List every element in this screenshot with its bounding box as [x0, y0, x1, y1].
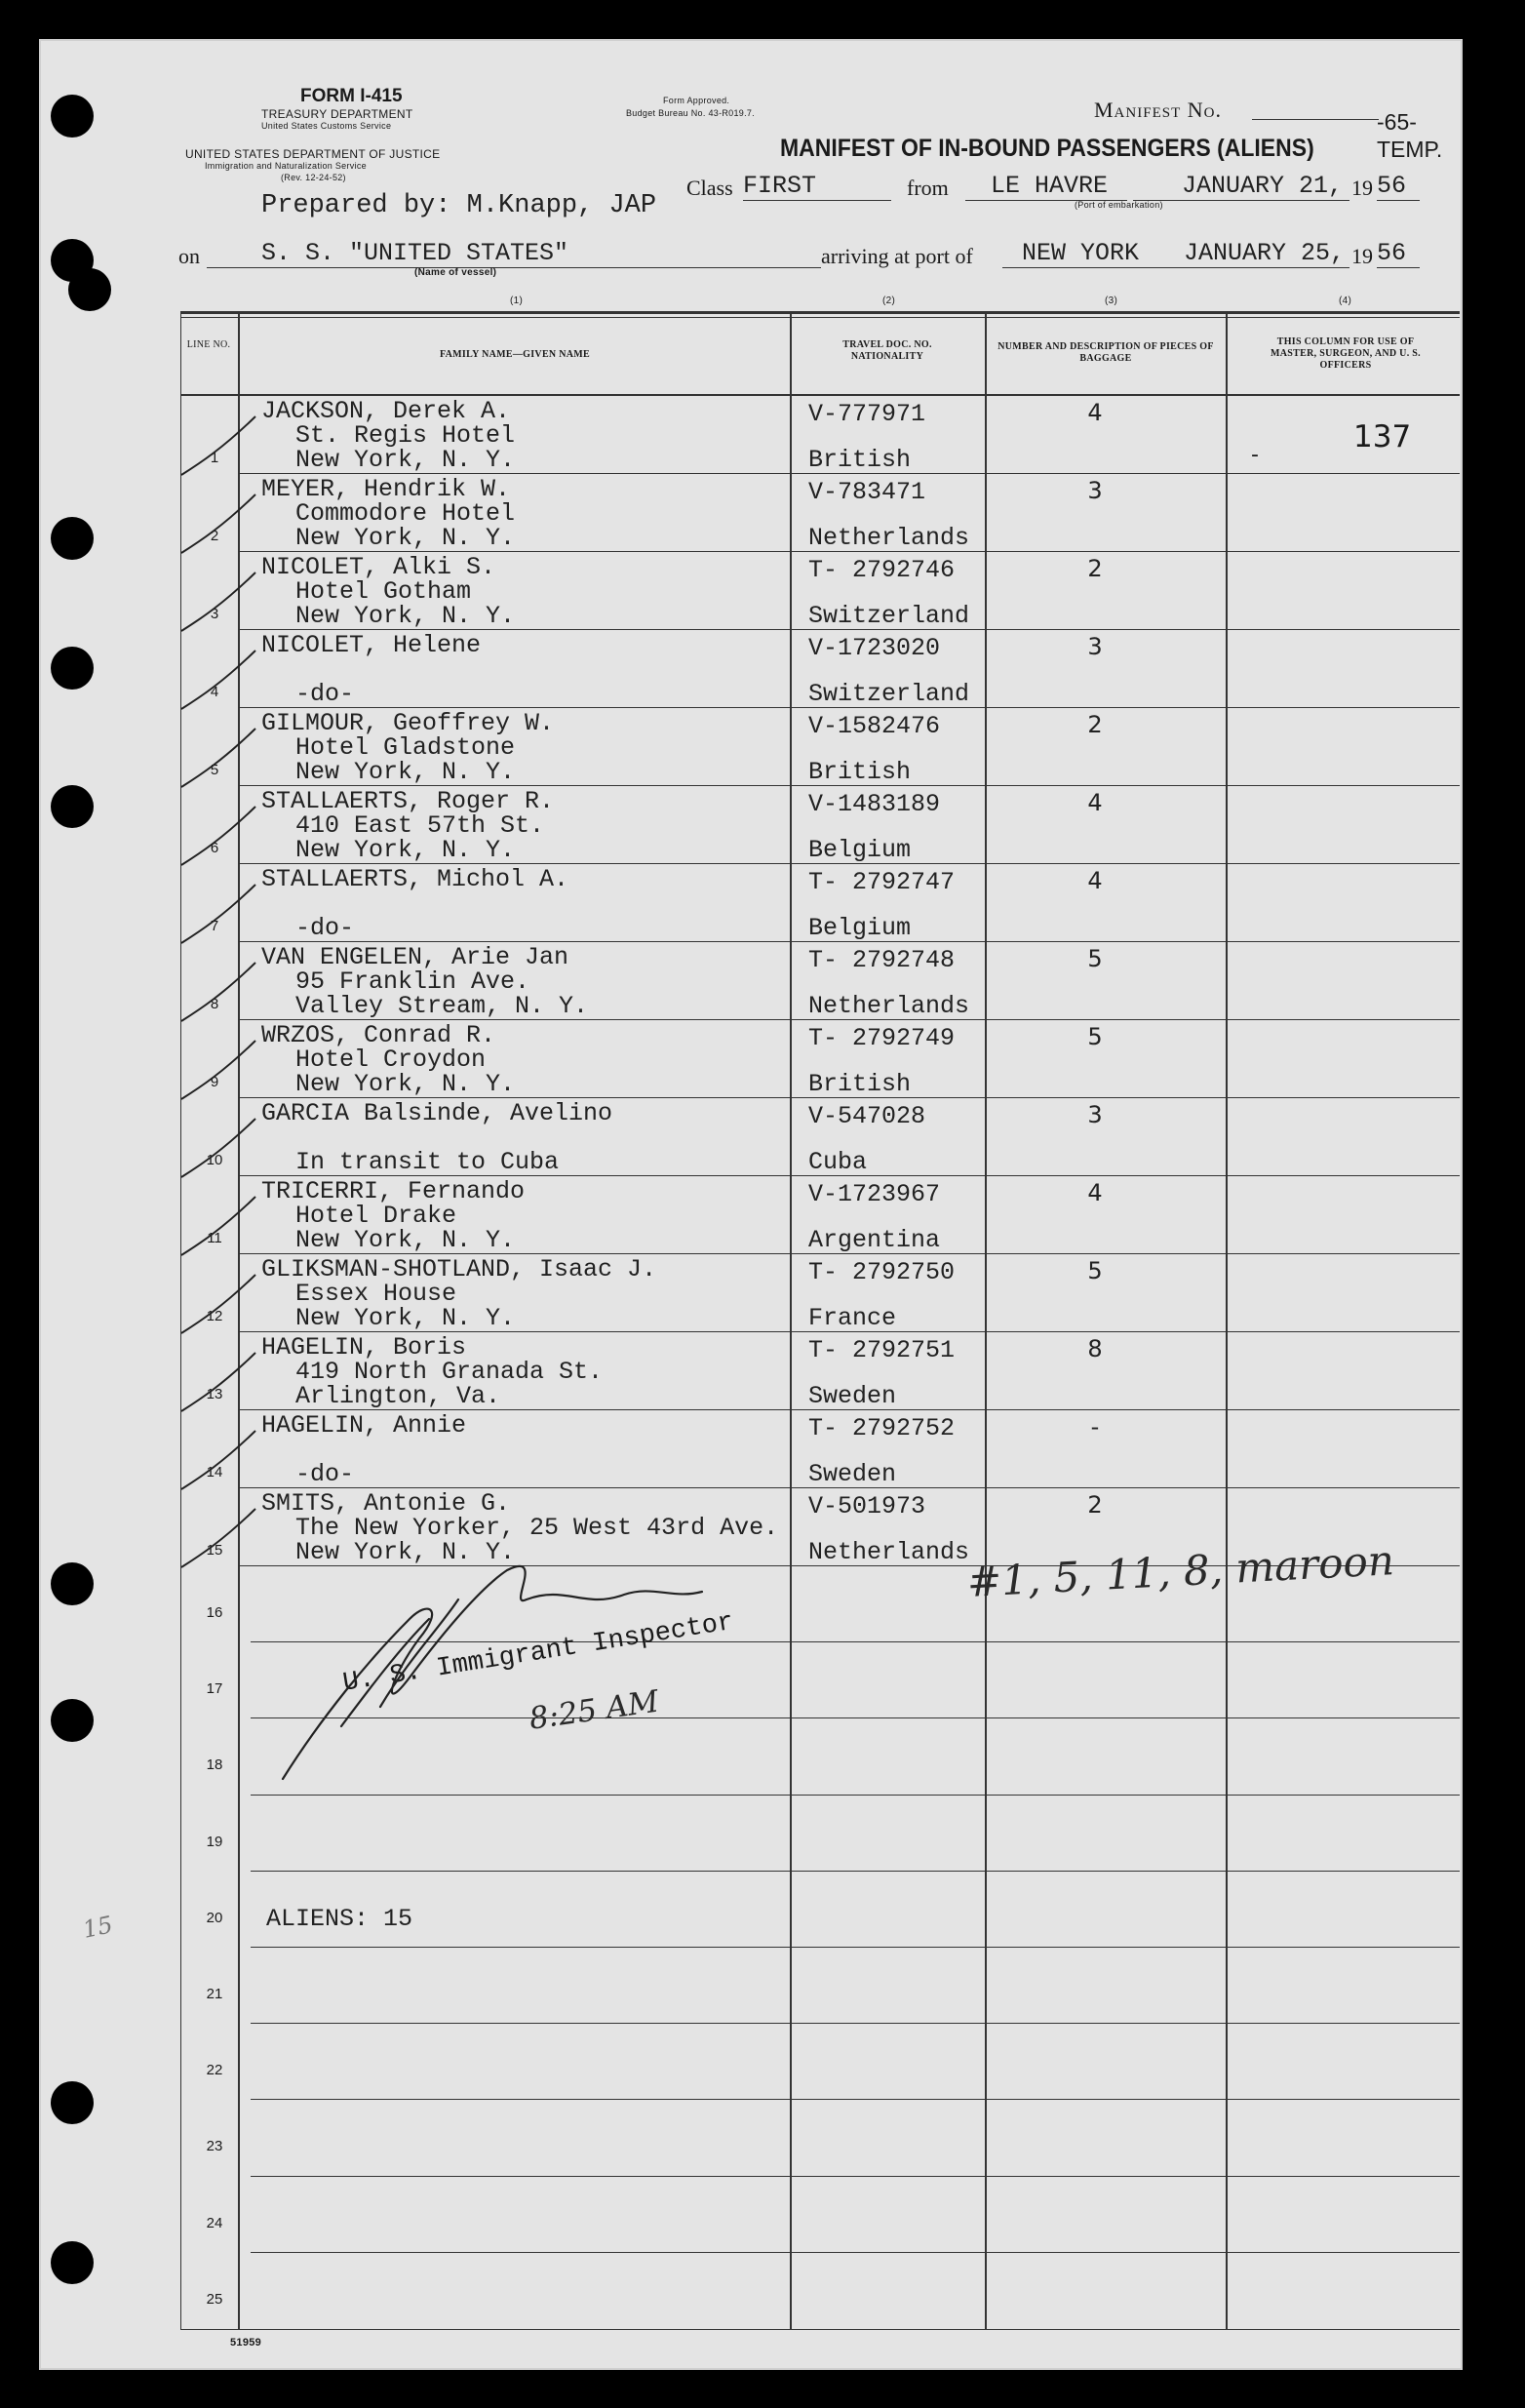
nationality: Netherlands: [808, 524, 970, 552]
passenger-address: Hotel Gladstone: [295, 733, 516, 762]
aliens-total: ALIENS: 15: [266, 1905, 413, 1933]
line-number: 11: [207, 1230, 222, 1246]
travel-doc-number: T- 2792751: [808, 1336, 956, 1364]
passenger-address: Commodore Hotel: [295, 499, 516, 528]
nationality: Belgium: [808, 836, 912, 864]
travel-doc-number: T- 2792747: [808, 868, 956, 896]
punch-hole: [51, 517, 94, 560]
vessel-caption: (Name of vessel): [414, 267, 497, 278]
prepared-by: Prepared by: M.Knapp, JAP: [261, 191, 657, 220]
column-number-2: (2): [882, 296, 896, 306]
officer-dash: -: [1251, 443, 1259, 467]
nationality: British: [808, 758, 912, 786]
nationality: British: [808, 446, 912, 474]
manifest-no-blank: [1252, 94, 1379, 120]
officer-number: 137: [1353, 419, 1412, 454]
baggage-count: 2: [1087, 1491, 1103, 1519]
ins-service: Immigration and Naturalization Service: [205, 161, 367, 171]
passenger-city: In transit to Cuba: [295, 1148, 560, 1176]
travel-doc-number: T- 2792750: [808, 1258, 956, 1286]
line-number: 2: [210, 528, 219, 544]
passenger-city: Valley Stream, N. Y.: [295, 992, 589, 1020]
punch-hole: [51, 1562, 94, 1605]
customs-service: United States Customs Service: [261, 121, 392, 131]
nationality: Argentina: [808, 1226, 941, 1254]
travel-doc-number: V-783471: [808, 478, 926, 506]
line-number: 8: [210, 996, 219, 1012]
treasury-dept: TREASURY DEPARTMENT: [261, 107, 413, 121]
nationality: Switzerland: [808, 680, 970, 708]
passenger-address: 419 North Granada St.: [295, 1358, 604, 1386]
line-number: 13: [206, 1386, 223, 1402]
passenger-city: New York, N. Y.: [295, 602, 516, 630]
line-no-header: LINE NO.: [186, 339, 231, 350]
passenger-name: NICOLET, Helene: [261, 631, 482, 659]
passenger-city: New York, N. Y.: [295, 524, 516, 552]
line-number: 12: [206, 1308, 223, 1324]
passenger-address: 95 Franklin Ave.: [295, 967, 530, 996]
inspector-stamp: U. S. Immigrant Inspector: [340, 1607, 736, 1699]
line-number: 21: [206, 1986, 223, 2002]
line-number: 16: [206, 1604, 223, 1621]
baggage-count: 2: [1087, 555, 1103, 582]
baggage-count: 3: [1087, 477, 1103, 504]
passenger-city: Arlington, Va.: [295, 1382, 501, 1410]
passenger-address: St. Regis Hotel: [295, 421, 516, 450]
passenger-city: New York, N. Y.: [295, 1304, 516, 1332]
depart-date: JANUARY 21,: [1133, 172, 1349, 201]
form-number: FORM I-415: [300, 86, 403, 106]
passenger-name: STALLAERTS, Michol A.: [261, 865, 569, 893]
budget-bureau: Budget Bureau No. 43-R019.7.: [626, 108, 755, 118]
passenger-name: GARCIA Balsinde, Avelino: [261, 1099, 613, 1127]
passenger-address: Hotel Drake: [295, 1202, 457, 1230]
line-number: 24: [206, 2214, 223, 2231]
passenger-name: GILMOUR, Geoffrey W.: [261, 709, 555, 737]
punch-hole: [51, 95, 94, 138]
temp-mark: TEMP.: [1377, 137, 1443, 162]
line-number: 1: [210, 450, 219, 466]
passenger-address: The New Yorker, 25 West 43rd Ave.: [295, 1514, 779, 1542]
travel-doc-number: V-1723020: [808, 634, 941, 662]
margin-mark: 15: [80, 1911, 116, 1944]
passenger-city: -do-: [295, 1460, 355, 1488]
passenger-city: -do-: [295, 680, 355, 708]
punch-hole: [68, 268, 111, 311]
passenger-address: 410 East 57th St.: [295, 811, 545, 840]
manifest-title: MANIFEST OF IN-BOUND PASSENGERS (ALIENS): [780, 135, 1314, 162]
line-number: 20: [206, 1909, 223, 1926]
passenger-name: JACKSON, Derek A.: [261, 397, 511, 425]
column-number-3: (3): [1105, 296, 1118, 306]
baggage-count: 5: [1087, 945, 1103, 972]
class-value: FIRST: [743, 172, 891, 201]
nationality: Cuba: [808, 1148, 868, 1176]
passenger-city: New York, N. Y.: [295, 446, 516, 474]
manifest-no-value: -65-: [1377, 109, 1417, 135]
arrival-date: JANUARY 25,: [1158, 239, 1349, 268]
line-number: 18: [206, 1757, 223, 1774]
baggage-count: 3: [1087, 1101, 1103, 1128]
travel-doc-number: T- 2792748: [808, 946, 956, 974]
on-label: on: [178, 244, 200, 268]
class-label: Class: [686, 176, 733, 200]
port-caption: (Port of embarkation): [1075, 200, 1163, 210]
travel-doc-number: T- 2792749: [808, 1024, 956, 1052]
passenger-name: NICOLET, Alki S.: [261, 553, 496, 581]
inspector-time: 8:25 AM: [527, 1683, 661, 1737]
line-number: 7: [210, 918, 219, 934]
travel-doc-number: T- 2792746: [808, 556, 956, 584]
passenger-city: New York, N. Y.: [295, 758, 516, 786]
justice-dept: UNITED STATES DEPARTMENT OF JUSTICE: [185, 147, 441, 161]
vessel-name: S. S. "UNITED STATES": [207, 239, 821, 268]
baggage-count: 5: [1087, 1023, 1103, 1050]
travel-doc-number: V-547028: [808, 1102, 926, 1130]
passenger-city: New York, N. Y.: [295, 1070, 516, 1098]
passenger-name: TRICERRI, Fernando: [261, 1177, 526, 1205]
baggage-count: 4: [1087, 789, 1103, 816]
depart-year-prefix: 19: [1351, 176, 1373, 200]
baggage-header: NUMBER AND DESCRIPTION OF PIECES OF BAGGAGE: [997, 341, 1214, 364]
line-number: 25: [206, 2290, 223, 2308]
line-number: 22: [206, 2062, 223, 2079]
nationality: Switzerland: [808, 602, 970, 630]
passenger-name: HAGELIN, Annie: [261, 1411, 467, 1440]
revision: (Rev. 12-24-52): [281, 173, 346, 182]
passenger-name: MEYER, Hendrik W.: [261, 475, 511, 503]
punch-hole: [51, 2081, 94, 2124]
baggage-count: 4: [1087, 1179, 1103, 1206]
passenger-name: STALLAERTS, Roger R.: [261, 787, 555, 815]
form-approved: Form Approved.: [663, 96, 730, 105]
baggage-count: 5: [1087, 1257, 1103, 1284]
nationality: France: [808, 1304, 897, 1332]
column-number-4: (4): [1339, 296, 1352, 306]
nationality: British: [808, 1070, 912, 1098]
passenger-address: Hotel Gotham: [295, 577, 472, 606]
depart-year: 56: [1377, 172, 1420, 201]
arriving-label: arriving at port of: [821, 244, 973, 268]
line-number: 23: [206, 2138, 223, 2155]
travel-doc-number: V-1582476: [808, 712, 941, 740]
line-number: 15: [206, 1542, 223, 1559]
nationality: Sweden: [808, 1460, 897, 1488]
line-number: 6: [210, 840, 219, 856]
nationality: Netherlands: [808, 1538, 970, 1566]
punch-hole: [51, 785, 94, 828]
column-number-1: (1): [510, 296, 524, 306]
line-number: 10: [206, 1152, 223, 1168]
passenger-name: HAGELIN, Boris: [261, 1333, 467, 1362]
passenger-address: Essex House: [295, 1280, 457, 1308]
line-number: 5: [210, 762, 219, 778]
passenger-city: New York, N. Y.: [295, 1226, 516, 1254]
name-header: FAMILY NAME—GIVEN NAME: [439, 349, 590, 360]
travel-doc-number: V-777971: [808, 400, 926, 428]
footer-code: 51959: [230, 2337, 262, 2349]
passenger-name: WRZOS, Conrad R.: [261, 1021, 496, 1049]
baggage-count: -: [1090, 1413, 1100, 1441]
travel-doc-header: TRAVEL DOC. NO. NATIONALITY: [842, 339, 932, 362]
passenger-city: New York, N. Y.: [295, 1538, 516, 1566]
line-number: 4: [210, 684, 219, 700]
line-number: 3: [210, 606, 219, 622]
passenger-name: SMITS, Antonie G.: [261, 1489, 511, 1518]
baggage-count: 3: [1087, 633, 1103, 660]
baggage-count: 8: [1087, 1335, 1103, 1362]
travel-doc-number: V-501973: [808, 1492, 926, 1520]
nationality: Sweden: [808, 1382, 897, 1410]
line-number: 19: [206, 1833, 223, 1850]
arrival-year: 56: [1377, 239, 1420, 268]
arrival-year-prefix: 19: [1351, 244, 1373, 268]
from-port: LE HAVRE: [965, 172, 1127, 201]
handwritten-note: #1, 5, 11, 8, maroon: [965, 1536, 1395, 1606]
travel-doc-number: V-1723967: [808, 1180, 941, 1208]
line-number: 14: [206, 1464, 223, 1480]
nationality: Netherlands: [808, 992, 970, 1020]
passenger-city: -do-: [295, 914, 355, 942]
manifest-sheet: [39, 39, 1463, 2370]
punch-hole: [51, 2241, 94, 2284]
line-number: 17: [206, 1680, 223, 1698]
travel-doc-number: T- 2792752: [808, 1414, 956, 1442]
from-label: from: [907, 176, 949, 200]
travel-doc-number: V-1483189: [808, 790, 941, 818]
arrival-port: NEW YORK: [1002, 239, 1158, 268]
baggage-count: 2: [1087, 711, 1103, 738]
officers-header: THIS COLUMN FOR USE OF MASTER, SURGEON, AND U. S. OFFICERS: [1271, 336, 1421, 371]
passenger-city: New York, N. Y.: [295, 836, 516, 864]
passenger-name: VAN ENGELEN, Arie Jan: [261, 943, 569, 971]
passenger-address: Hotel Croydon: [295, 1046, 487, 1074]
punch-hole: [51, 1699, 94, 1742]
line-number: 9: [210, 1074, 219, 1090]
punch-hole: [51, 647, 94, 690]
baggage-count: 4: [1087, 867, 1103, 894]
passenger-name: GLIKSMAN-SHOTLAND, Isaac J.: [261, 1255, 657, 1283]
baggage-count: 4: [1087, 399, 1103, 426]
nationality: Belgium: [808, 914, 912, 942]
manifest-no-label: Manifest No.: [1094, 98, 1222, 122]
